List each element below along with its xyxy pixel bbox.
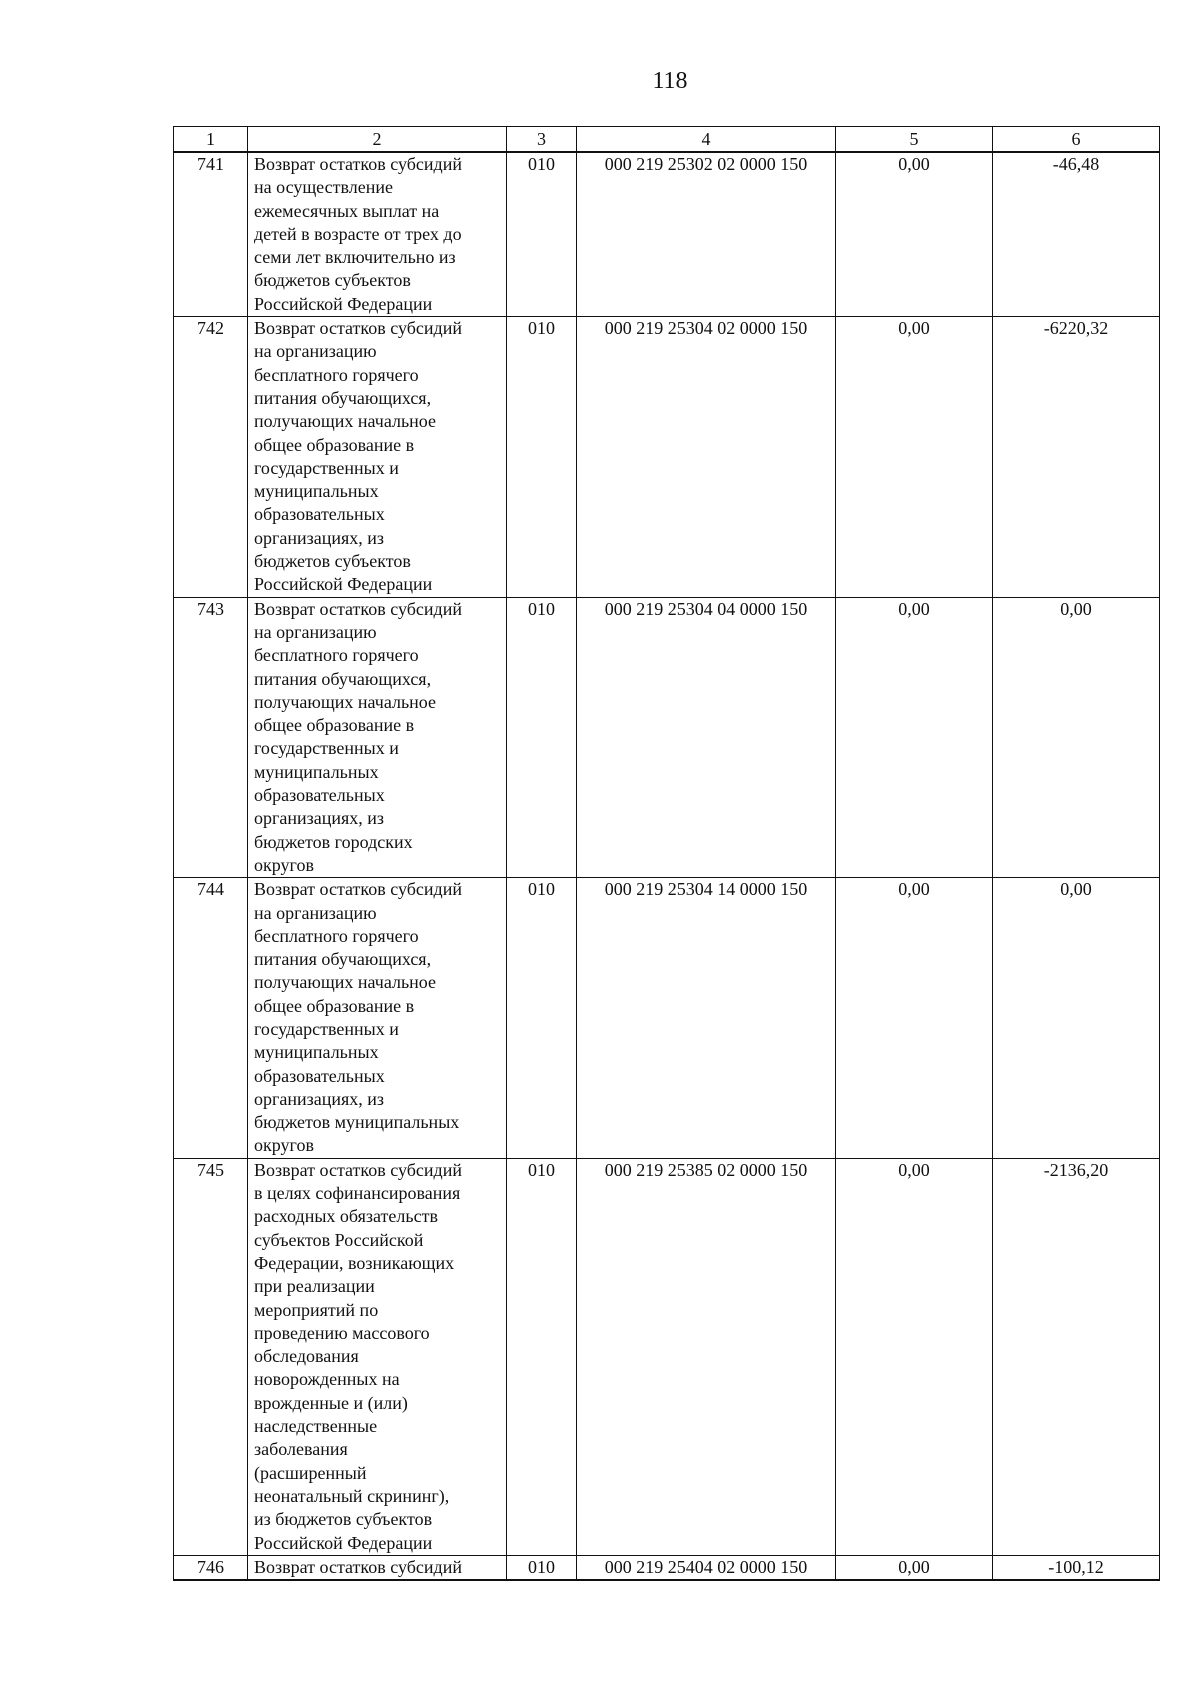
row-name-line: получающих начальное <box>254 411 436 432</box>
table-row <box>174 1158 1160 1555</box>
row-name <box>248 317 507 598</box>
row-name-line: государственных и <box>254 1018 399 1039</box>
row-name-line: на организацию <box>254 902 377 923</box>
row-name-line: заболевания <box>254 1439 348 1460</box>
row-name-line: Российской Федерации <box>254 293 433 314</box>
row-name-line: на организацию <box>254 621 377 642</box>
row-value-6: -100,12 <box>993 1555 1160 1580</box>
table-row <box>174 152 1160 317</box>
row-name-line: бюджетов городских <box>254 831 413 852</box>
row-code-admin: 010 <box>507 878 577 1159</box>
row-name-line: бюджетов субъектов <box>254 270 411 291</box>
row-name-line: (расширенный <box>254 1462 367 1483</box>
row-name-line: образовательных <box>254 504 385 525</box>
row-code-budget: 000 219 25302 02 0000 150 <box>577 152 836 317</box>
row-number: 745 <box>174 1158 248 1555</box>
row-name-line: в целях софинансирования <box>254 1183 461 1204</box>
row-number: 742 <box>174 317 248 598</box>
row-name-line: проведению массового <box>254 1322 430 1343</box>
row-name <box>248 1158 507 1555</box>
row-value-5: 0,00 <box>836 1555 993 1580</box>
row-name-line: образовательных <box>254 1065 385 1086</box>
row-name-line: на осуществление <box>254 177 393 198</box>
header-col-4: 4 <box>577 127 836 153</box>
row-value-5: 0,00 <box>836 597 993 878</box>
table-header <box>174 127 1160 153</box>
header-col-3: 3 <box>507 127 577 153</box>
row-number: 743 <box>174 597 248 878</box>
table-row <box>174 597 1160 878</box>
row-name-line: округов <box>254 1135 314 1156</box>
row-name-line: расходных обязательств <box>254 1206 438 1227</box>
row-name-line: организациях, из <box>254 527 385 548</box>
row-value-5: 0,00 <box>836 878 993 1159</box>
row-name-line: при реализации <box>254 1276 375 1297</box>
row-name-line: Российской Федерации <box>254 574 433 595</box>
row-name-line: неонатальный скрининг), <box>254 1485 450 1506</box>
table-row <box>174 1555 1160 1580</box>
page-number: 118 <box>652 68 688 94</box>
row-name-line: общее образование в <box>254 715 415 736</box>
row-name-line: Возврат остатков субсидий <box>254 1556 462 1577</box>
budget-table <box>173 126 1160 1581</box>
row-name-line: наследственные <box>254 1416 378 1437</box>
row-name-line: врожденные и (или) <box>254 1392 408 1413</box>
row-name-line: семи лет включительно из <box>254 247 456 268</box>
row-code-admin: 010 <box>507 597 577 878</box>
row-value-6: 0,00 <box>993 878 1160 1159</box>
row-name-line: ежемесячных выплат на <box>254 200 440 221</box>
row-name <box>248 152 507 317</box>
row-name-line: бюджетов муниципальных <box>254 1112 460 1133</box>
row-name-line: государственных и <box>254 738 399 759</box>
row-code-admin: 010 <box>507 1555 577 1580</box>
row-value-6: -46,48 <box>993 152 1160 317</box>
row-code-admin: 010 <box>507 152 577 317</box>
row-name-line: Возврат остатков субсидий <box>254 879 462 900</box>
row-name-line: из бюджетов субъектов <box>254 1509 433 1530</box>
row-name-line: муниципальных <box>254 761 379 782</box>
row-value-5: 0,00 <box>836 1158 993 1555</box>
row-name-line: Возврат остатков субсидий <box>254 1159 462 1180</box>
row-code-budget: 000 219 25304 04 0000 150 <box>577 597 836 878</box>
row-name-line: новорожденных на <box>254 1369 400 1390</box>
row-name-line: субъектов Российской <box>254 1229 424 1250</box>
row-name-line: государственных и <box>254 457 399 478</box>
row-value-5: 0,00 <box>836 317 993 598</box>
table-row <box>174 317 1160 598</box>
row-name-line: обследования <box>254 1346 359 1367</box>
row-name-line: питания обучающихся, <box>254 949 432 970</box>
row-name-line: бесплатного горячего <box>254 925 419 946</box>
row-number: 744 <box>174 878 248 1159</box>
row-name-line: бесплатного горячего <box>254 364 419 385</box>
row-name-line: Российской Федерации <box>254 1532 433 1553</box>
header-col-6: 6 <box>993 127 1160 153</box>
row-name <box>248 878 507 1159</box>
row-name-line: получающих начальное <box>254 972 436 993</box>
row-name-line: питания обучающихся, <box>254 387 432 408</box>
row-value-6: -6220,32 <box>993 317 1160 598</box>
row-number: 741 <box>174 152 248 317</box>
row-name-line: организациях, из <box>254 808 385 829</box>
header-col-5: 5 <box>836 127 993 153</box>
row-name-line: питания обучающихся, <box>254 668 432 689</box>
row-number: 746 <box>174 1555 248 1580</box>
row-name-line: округов <box>254 854 314 875</box>
row-name-line: мероприятий по <box>254 1299 379 1320</box>
row-value-6: -2136,20 <box>993 1158 1160 1555</box>
table-body <box>174 152 1160 1580</box>
row-name-line: детей в возрасте от трех до <box>254 223 462 244</box>
row-name-line: Возврат остатков субсидий <box>254 318 462 339</box>
row-name-line: общее образование в <box>254 995 415 1016</box>
row-name <box>248 597 507 878</box>
row-name-line: Возврат остатков субсидий <box>254 154 462 174</box>
row-name-line: на организацию <box>254 341 377 362</box>
row-value-6: 0,00 <box>993 597 1160 878</box>
row-name-line: образовательных <box>254 785 385 806</box>
row-name-line: Возврат остатков субсидий <box>254 598 462 619</box>
table-row <box>174 878 1160 1159</box>
header-row <box>174 127 1160 153</box>
row-name-line: бесплатного горячего <box>254 645 419 666</box>
header-col-2: 2 <box>248 127 507 153</box>
row-code-budget: 000 219 25404 02 0000 150 <box>577 1555 836 1580</box>
row-code-admin: 010 <box>507 1158 577 1555</box>
row-name-line: получающих начальное <box>254 691 436 712</box>
header-col-1: 1 <box>174 127 248 153</box>
row-code-admin: 010 <box>507 317 577 598</box>
row-name-line: муниципальных <box>254 481 379 502</box>
row-value-5: 0,00 <box>836 152 993 317</box>
row-code-budget: 000 219 25304 02 0000 150 <box>577 317 836 598</box>
row-name-line: общее образование в <box>254 434 415 455</box>
row-code-budget: 000 219 25304 14 0000 150 <box>577 878 836 1159</box>
row-name-line: организациях, из <box>254 1088 385 1109</box>
row-name-line: муниципальных <box>254 1042 379 1063</box>
row-name-line: Федерации, возникающих <box>254 1252 455 1273</box>
row-name <box>248 1555 507 1580</box>
row-code-budget: 000 219 25385 02 0000 150 <box>577 1158 836 1555</box>
row-name-line: бюджетов субъектов <box>254 551 411 572</box>
